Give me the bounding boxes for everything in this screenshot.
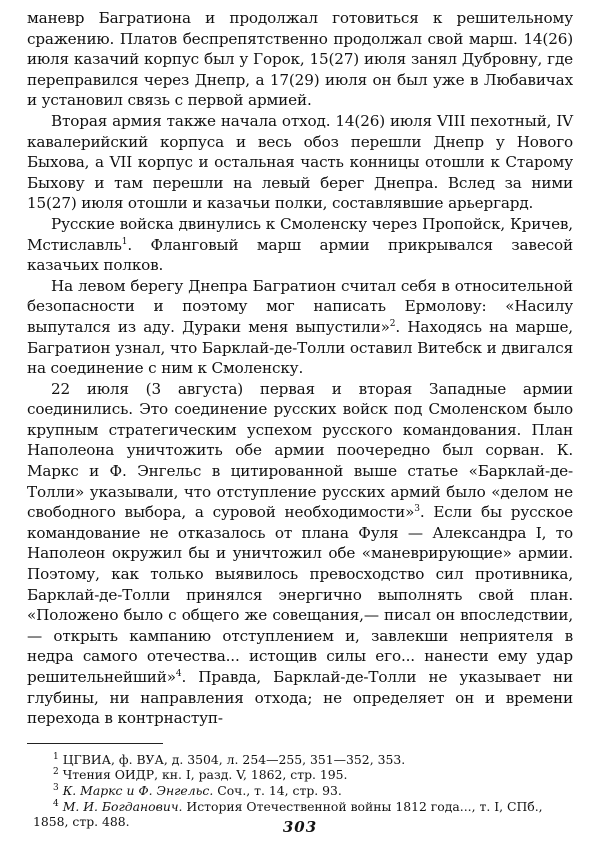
paragraph-text: . Правда, Барклай-де-Толли не указывает ни глубины, ни направления отхода; не определяет он и времени перехода в контрнаступ- <box>27 668 573 728</box>
paragraph-text: маневр Багратиона и продолжал готовиться к решительному сражению. Платов беспрепятственно продолжал свой марш. 14(26) июля казачий корпус был у Горок, 15(27) июля занял Дубровну, где переправился через Днепр, а 17(29) июля он был уже в Любавичах и установил связь с первой армией. <box>27 9 573 110</box>
footnote-number: 3 <box>53 782 59 793</box>
paragraph-text: Русские войска двинулись к Смоленску через Пропойск, Кричев, Мстиславль <box>27 214 573 254</box>
footnote-text: Чтения ОИДР, кн. I, разд. V, 1862, стр. 195. <box>62 767 348 783</box>
footnote-text: История Отечественной войны 1812 года..., т. I, СПб., 1858, стр. 488. <box>33 798 543 830</box>
footnote-divider <box>27 743 163 744</box>
paragraph-text: . Если бы русское командование не отказалось от плана Фуля — Александра I, то Наполеон окружил бы и уничтожил обе «маневрирующие» армии. Поэтому, как только выявилось превосходство сил противника, Барклай-де-Толли принялся энергично выполнять свой план. «Положено было с общего же совещания,— писал он впоследствии,— открыть кампанию отступлением и, завлекши неприятеля в недра самого отечества... истощив силы его... нанести ему удар решительнейший» <box>27 503 573 686</box>
paragraph <box>27 276 573 379</box>
paragraph <box>27 8 573 111</box>
paragraph <box>27 214 573 276</box>
paragraph-text: На левом берегу Днепра Багратион считал себя в относительной безопасности и поэтому мог написать Ермолову: «Насилу выпутался из аду. Дураки меня выпустили» <box>27 276 573 336</box>
footnote-number: 4 <box>53 798 59 809</box>
footnote-author: М. И. Богданович. <box>62 798 183 814</box>
paragraph-text: . Фланговый марш армии прикрывался завесой казачьих полков. <box>27 235 573 275</box>
footnote-number: 1 <box>53 751 59 762</box>
footnote-text: ЦГВИА, ф. ВУА, д. 3504, л. 254—255, 351—352, 353. <box>62 751 406 767</box>
page-content <box>27 8 573 830</box>
footnote-text: Соч., т. 14, стр. 93. <box>217 782 342 798</box>
footnote-number: 2 <box>53 767 59 778</box>
page-number: 303 <box>282 818 318 836</box>
footnote-author: К. Маркс и Ф. Энгельс. <box>62 782 214 798</box>
paragraph <box>27 379 573 729</box>
footnote-ref: 1 <box>121 236 128 247</box>
paragraph-text: . Находясь на марше, Багратион узнал, что Барклай-де-Толли оставил Витебск и двигался на соединение с ним к Смоленску. <box>27 317 573 378</box>
paragraph-text: 22 июля (3 августа) первая и вторая Западные армии соединились. Это соединение русских войск под Смоленском было крупным стратегическим успехом русского командования. План Наполеона уничтожить обе армии поочередно был сорван. К. Маркс и Ф. Энгельс в цитированной выше статье «Барклай-де-Толли» указывали, что отступление русских армий было «делом не свободного выбора, а суровой необходимости» <box>27 379 573 522</box>
footnote-ref: 3 <box>414 504 420 515</box>
footnote <box>33 767 573 783</box>
body-text <box>27 8 573 729</box>
footnote <box>33 783 573 799</box>
footnote <box>33 752 573 768</box>
footnote-ref: 4 <box>175 668 182 679</box>
footnote-ref: 2 <box>389 318 396 329</box>
paragraph <box>27 111 573 214</box>
paragraph-text: Вторая армия также начала отход. 14(26) июля VIII пехотный, IV кавалерийский корпуса и весь обоз перешли Днепр у Нового Быхова, а VII корпус и остальная часть конницы отошли к Старому Быхову и там перешли на левый берег Днепра. Вслед за ними 15(27) июля отошли и казачьи полки, составлявшие арьергард. <box>27 111 573 213</box>
